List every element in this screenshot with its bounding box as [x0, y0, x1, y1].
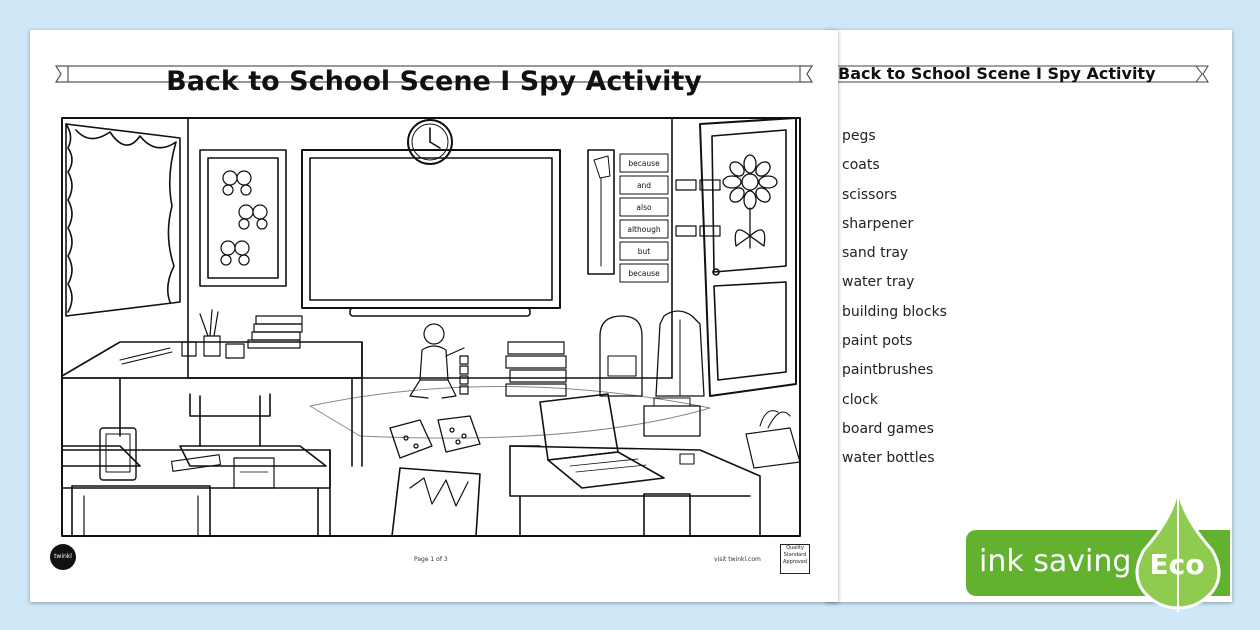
footer-url: visit twinkl.com [714, 556, 761, 563]
word-card-label: and [636, 181, 652, 190]
word-list-item: building blocks [842, 303, 947, 320]
classroom-scene [60, 116, 802, 540]
word-list-item: water bottles [842, 450, 935, 467]
word-list-item: pegs [842, 128, 876, 144]
word-list-item: sand tray [842, 245, 909, 262]
word-list-title: Back to School Scene I Spy Activity [838, 64, 1156, 83]
page-number: Page 1 of 3 [414, 556, 448, 563]
word-list [842, 122, 947, 474]
word-card-label: also [636, 203, 652, 212]
twinkl-logo: twinkl [50, 544, 76, 570]
eco-ink-saving-badge [966, 484, 1230, 612]
word-card-label: although [627, 225, 661, 234]
ink-saving-label: ink saving [979, 544, 1132, 579]
word-list-item: scissors [842, 186, 898, 203]
word-list-item: board games [842, 420, 934, 437]
word-card-label: but [637, 247, 651, 256]
word-card-label: because [628, 269, 660, 278]
word-list-item: paintbrushes [842, 362, 934, 379]
word-list-item: water tray [842, 274, 915, 291]
page-title: Back to School Scene I Spy Activity [166, 66, 702, 97]
word-card-label: because [628, 159, 660, 168]
word-list-item: sharpener [842, 215, 914, 232]
word-list-item: clock [842, 391, 878, 408]
word-list-item: paint pots [842, 333, 913, 350]
quality-badge: Quality Standard Approved [780, 544, 810, 574]
eco-word: Eco [1149, 548, 1205, 581]
worksheet-page-one [30, 30, 838, 602]
word-list-item: coats [842, 157, 880, 174]
